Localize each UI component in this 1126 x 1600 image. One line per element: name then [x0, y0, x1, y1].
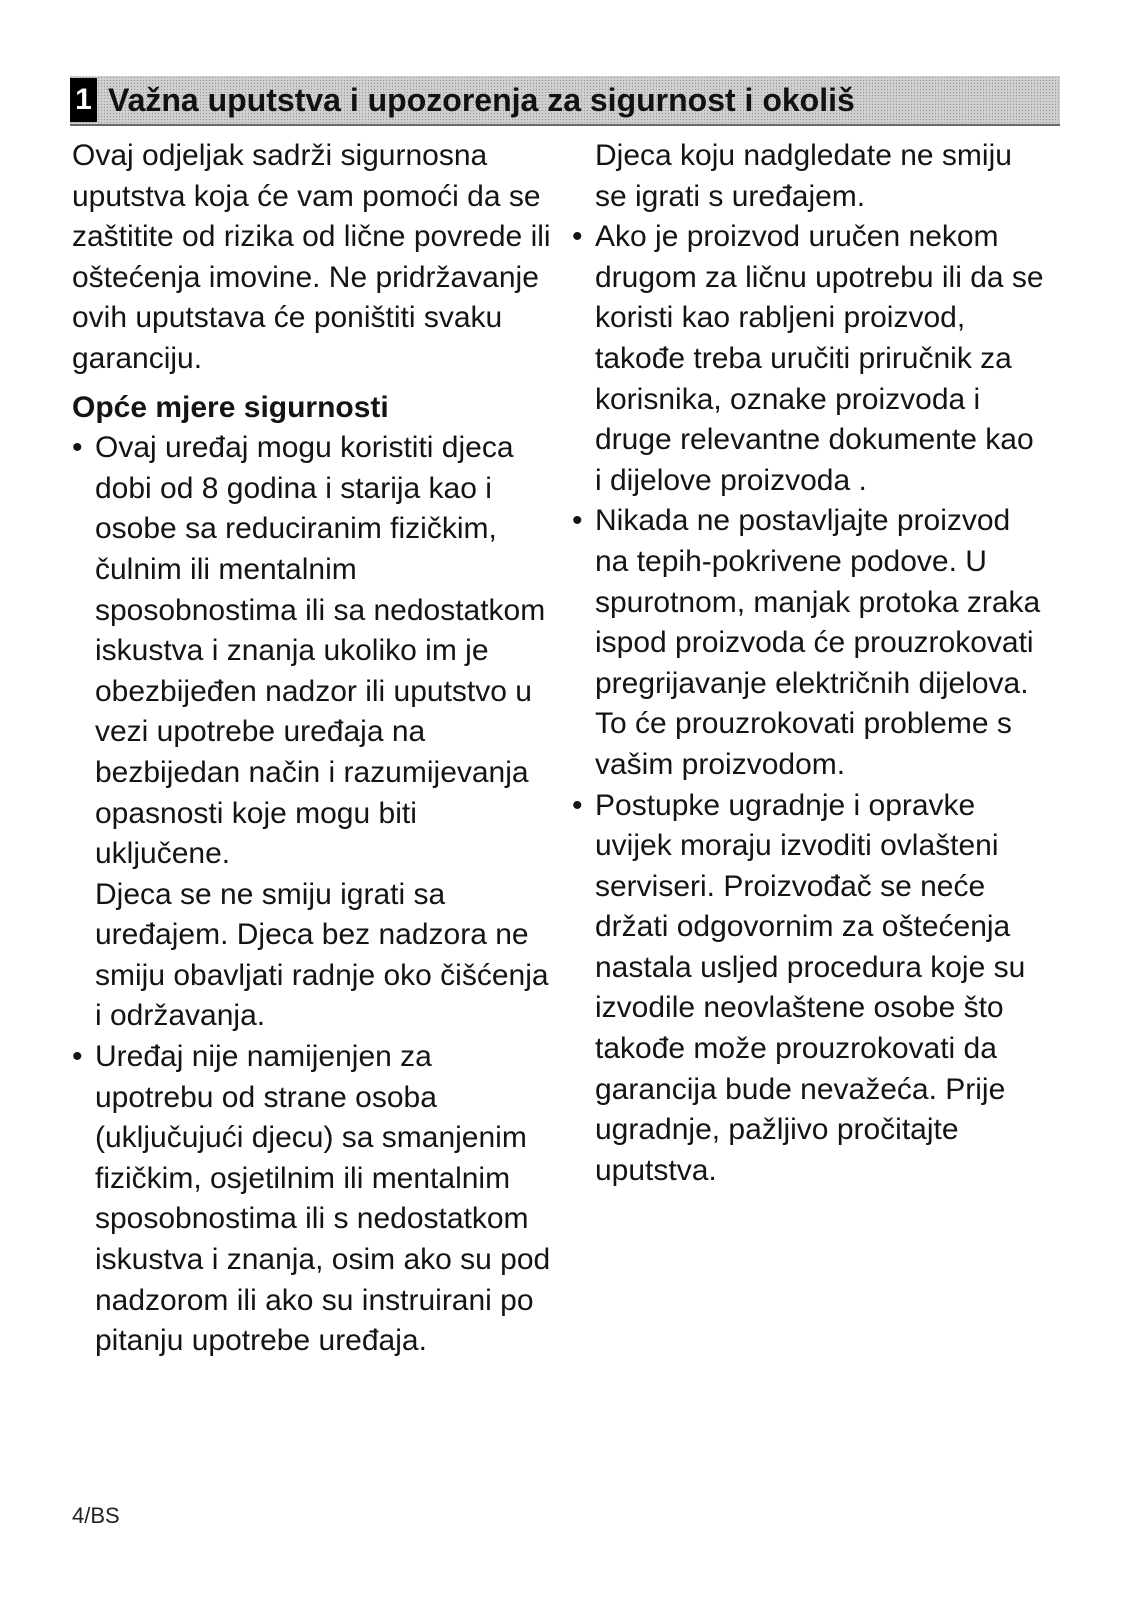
- right-column: [572, 136, 1048, 1191]
- list-item-text: Nikada ne postavljajte proizvod na tepih-pokrivene podove. U spurotnom, manjak protoka zraka ispod proizvoda će prouzrokovati pregrijavanje električnih dijelova. To će prouzrokovati probleme s vašim proizvodom.: [595, 504, 1041, 781]
- bullet-dot-icon: •: [572, 504, 583, 538]
- left-column: [72, 136, 552, 1362]
- section-title: Važna uputstva i upozorenja za sigurnost i okoliš: [108, 82, 855, 118]
- bullet-dot-icon: •: [72, 1040, 83, 1074]
- list-item-text: Ovaj uređaj mogu koristiti djeca dobi od 8 godina i starija kao i osobe sa reduciranim fizičkim, čulnim ili mentalnim sposobnostima ili sa nedostatkom iskustva i znanja ukoliko im je obezbijeđen nadzor ili uputstvo u vezi upotrebe uređaja na bezbijedan način i razumijevanja opasnosti koje mogu biti uključene.: [95, 431, 546, 871]
- section-number-badge: 1: [70, 78, 97, 122]
- list-item-text: Uređaj nije namijenjen za upotrebu od strane osoba (uključujući djecu) sa smanjenim fizičkim, osjetilnim ili mentalnim sposobnostima ili s nedostatkom iskustva i znanja, osim ako su pod nadzorom ili ako su instruirani po pitanju upotrebe uređaja.: [95, 1040, 551, 1358]
- bullet-dot-icon: •: [572, 788, 583, 822]
- list-item: [572, 217, 1048, 501]
- subheading-general-safety: Opće mjere sigurnosti: [72, 390, 389, 424]
- list-item-text: Ako je proizvod uručen nekom drugom za ličnu upotrebu ili da se koristi kao rabljeni proizvod, takođe treba uručiti priručnik za korisnika, oznake proizvoda i druge relevantne dokumente kao i dijelove proizvoda .: [595, 220, 1044, 497]
- page-number: 4/BS: [72, 1503, 120, 1528]
- list-item-text: Postupke ugradnje i opravke uvijek moraju izvoditi ovlašteni serviseri. Proizvođač se neće držati odgovornim za oštećenja nastala usljed procedura koje su izvodile neovlaštene osobe što takođe može prouzrokovati da garancija bude nevažeća. Prije ugradnje, pažljivo pročitajte uputstva.: [595, 788, 1026, 1187]
- bullet-dot-icon: •: [72, 431, 83, 465]
- list-item: [572, 501, 1048, 785]
- bullet-dot-icon: •: [572, 220, 583, 254]
- section-heading-bar: [70, 76, 1060, 126]
- bullet-list-left: [72, 428, 552, 1362]
- list-item: [572, 786, 1048, 1192]
- continuation-paragraph: Djeca koju nadgledate ne smiju se igrati s uređajem.: [595, 139, 1012, 213]
- intro-paragraph: Ovaj odjeljak sadrži sigurnosna uputstva koja će vam pomoći da se zaštitite od rizika od lične povrede ili oštećenja imovine. Ne pridržavanje ovih uputstava će poništiti svaku garanciju.: [72, 139, 551, 375]
- bullet-list-right: [572, 217, 1048, 1191]
- list-item-extra-text: Djeca se ne smiju igrati sa uređajem. Djeca bez nadzora ne smiju obavljati radnje oko čišćenja i održavanja.: [95, 877, 549, 1033]
- list-item: [72, 428, 552, 1037]
- list-item: [72, 1037, 552, 1362]
